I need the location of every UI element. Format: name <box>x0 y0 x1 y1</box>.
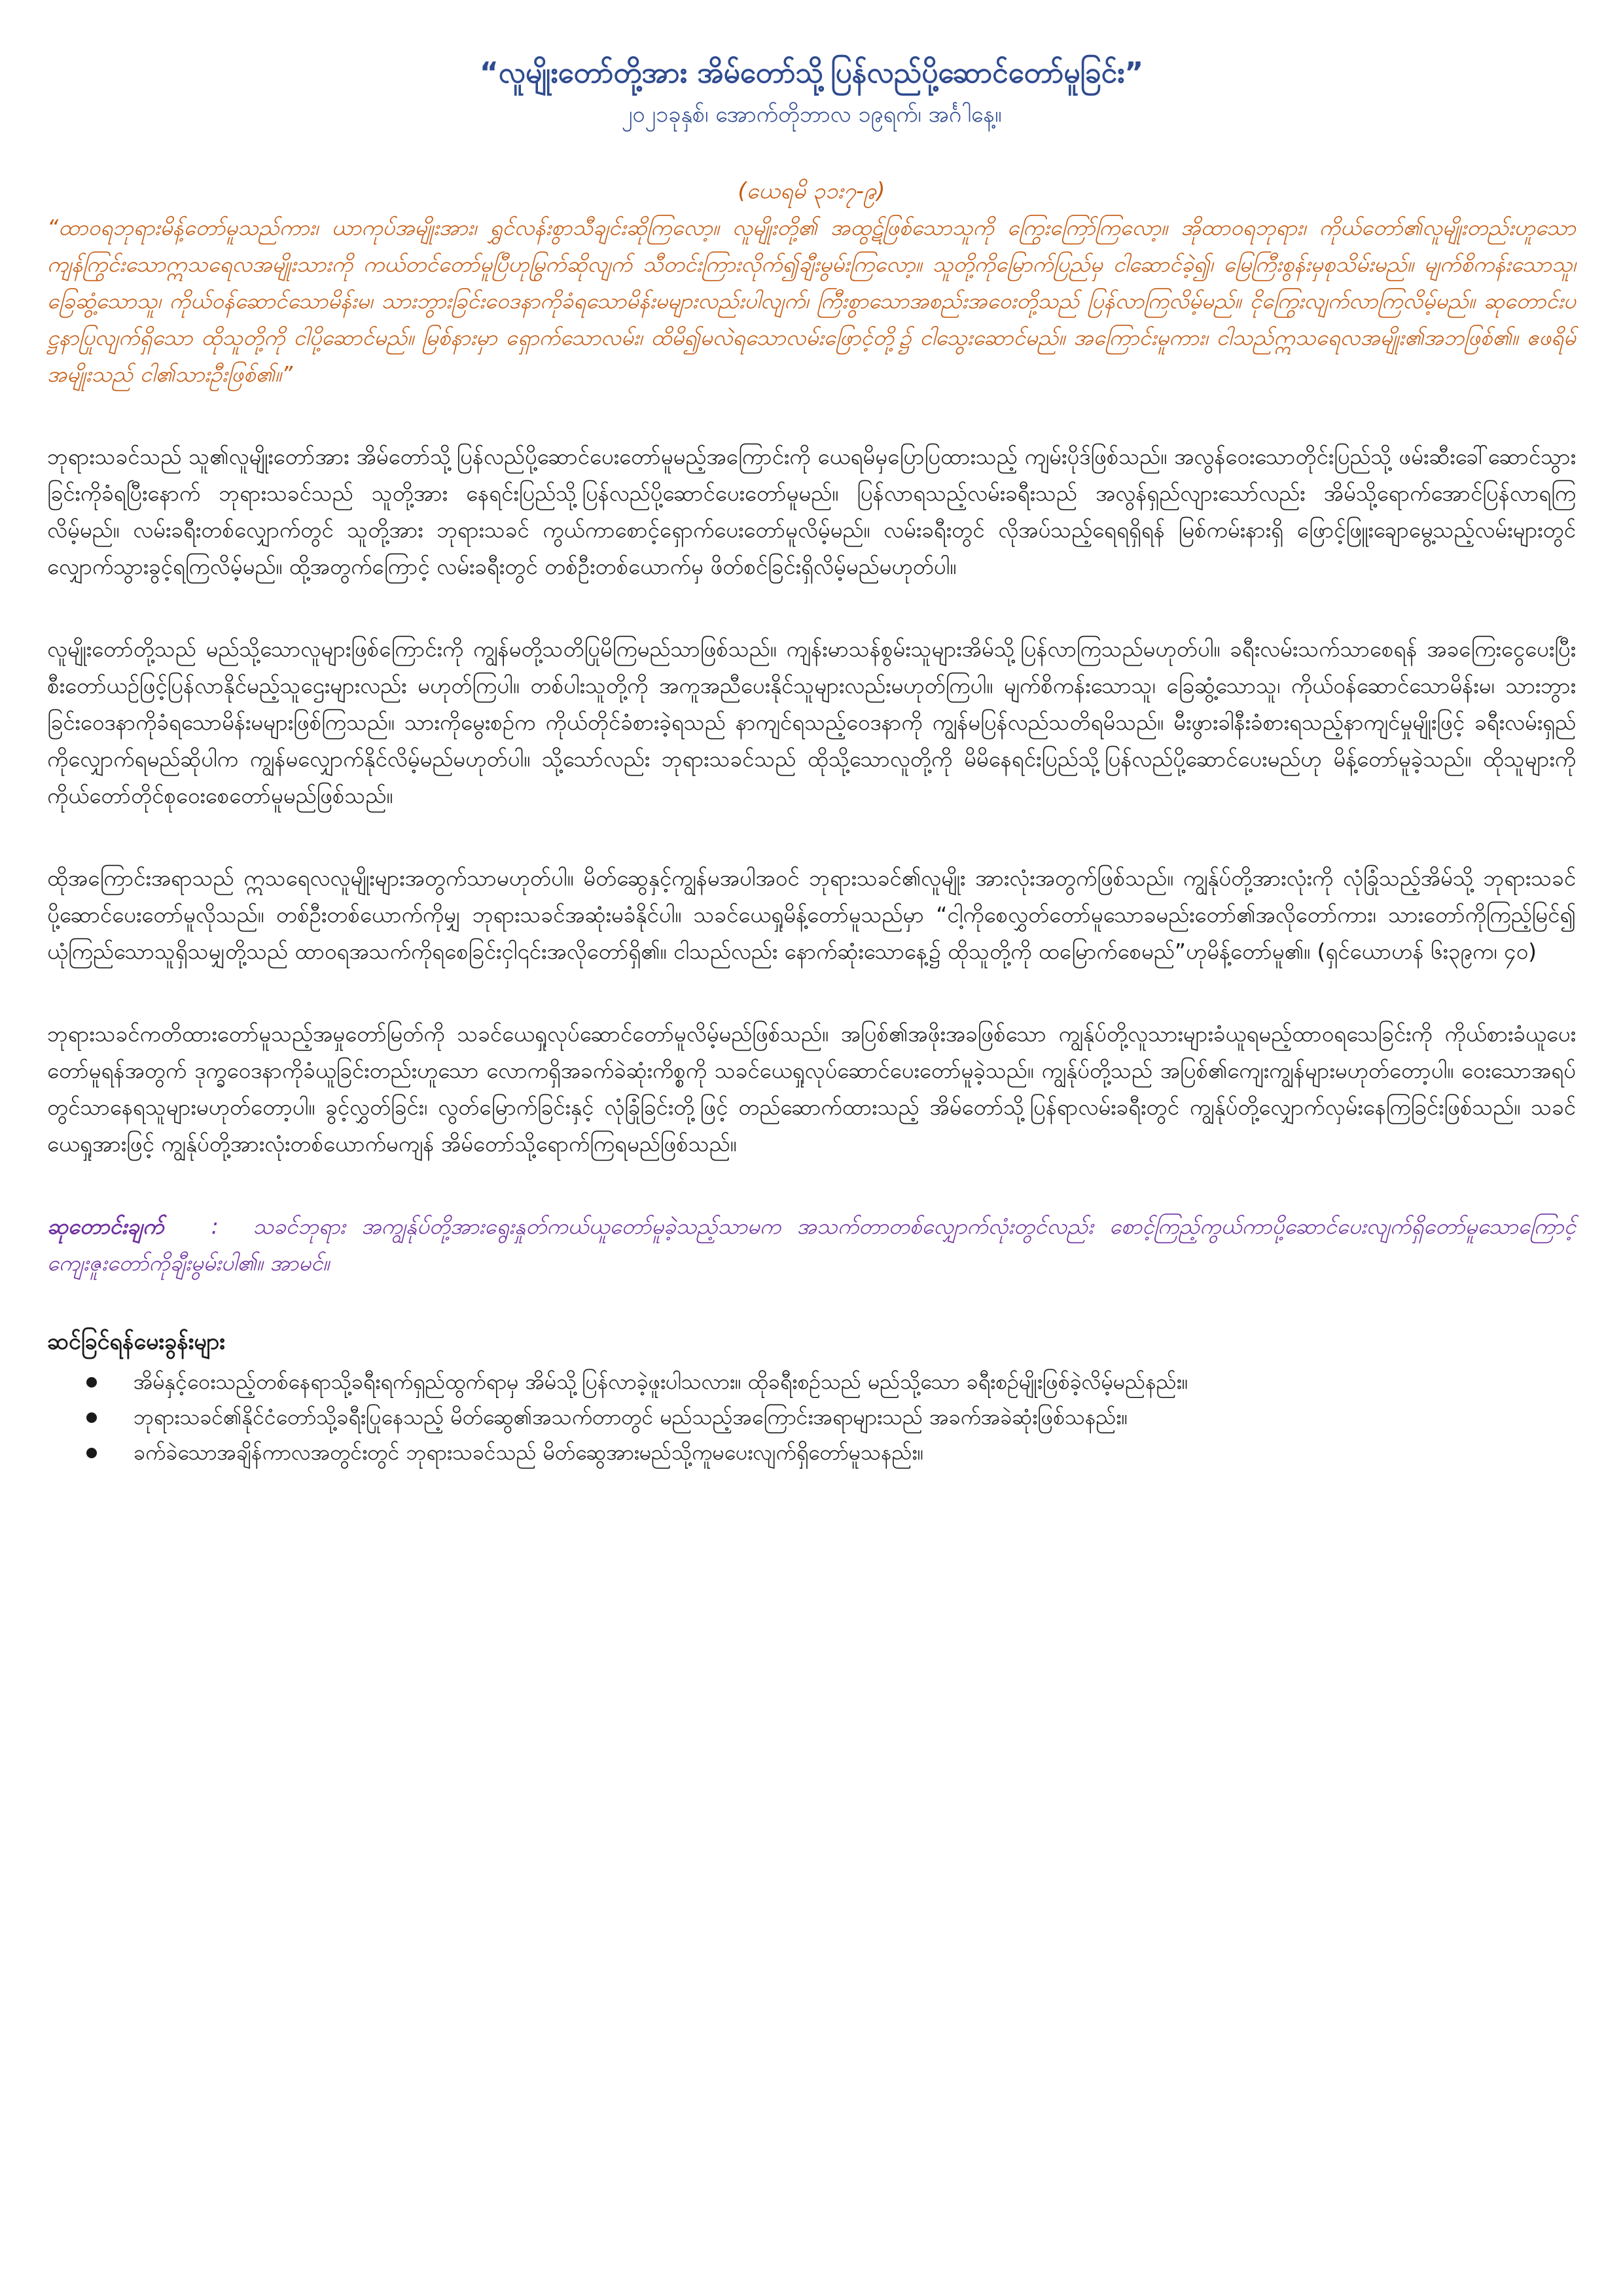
bullet-icon <box>86 1412 97 1423</box>
prayer-separator: : <box>211 1213 219 1239</box>
body-paragraph-4: ဘုရားသခင်ကတိထားတော်မူသည့်အမှုတော်မြတ်ကို သခင်ယေရှုလုပ်ဆောင်တော်မူလိမ့်မည်ဖြစ်သည်။ အပြစ်၏အဖိုးအခဖြစ်သော ကျွန်ုပ်တို့လူသားများခံယူရမည့်ထာဝရသေခြင်းကို ကိုယ်စားခံယူပေးတော်မူရန်အတွက် ဒုက္ခဝေဒနာကိုခံယူခြင်းတည်းဟူသော လောကရှိအခက်ခဲဆုံးကိစ္စကို သခင်ယေရှုလုပ်ဆောင်ပေးတော်မူခဲ့သည်။ ကျွန်ုပ်တို့သည် အပြစ်၏ကျေးကျွန်များမဟုတ်တော့ပါ။ ဝေးသောအရပ်တွင်သာနေရသူများမဟုတ်တော့ပါ။ ခွင့်လွှတ်ခြင်း၊ လွတ်မြောက်ခြင်းနှင့် လုံခြုံခြင်းတို့ဖြင့် တည်ဆောက်ထားသည့် အိမ်တော်သို့ပြန်ရာလမ်းခရီးတွင် ကျွန်ုပ်တို့လျှောက်လှမ်းနေကြခြင်းဖြစ်သည်။ သခင်ယေရှုအားဖြင့် ကျွန်ုပ်တို့အားလုံးတစ်ယောက်မကျန် အိမ်တော်သို့ရောက်ကြရမည်ဖြစ်သည်။ <box>47 1021 1576 1157</box>
bullet-icon <box>86 1377 97 1388</box>
page-date: ၂၀၂၁ခုနှစ်၊ အောက်တိုဘာလ ၁၉ရက်၊ အင်္ဂါနေ့။ <box>621 101 1002 128</box>
question-text: ဘုရားသခင်၏နိုင်ငံတော်သို့ခရီးပြုနေသည့် မိတ်ဆွေ၏အသက်တာတွင် မည်သည့်အကြောင်းအရာများသည် အခက်အခဲဆုံးဖြစ်သနည်း။ <box>134 1405 1128 1429</box>
devotional-page <box>47 52 1576 1470</box>
body-paragraph-1: ဘုရားသခင်သည် သူ၏လူမျိုးတော်အား အိမ်တော်သို့ပြန်လည်ပို့ဆောင်ပေးတော်မူမည့်အကြောင်းကို ယေရမိမှပြောပြထားသည့် ကျမ်းပိုဒ်ဖြစ်သည်။ အလွန်ဝေးသောတိုင်းပြည်သို့ ဖမ်းဆီးခေါ်ဆောင်သွားခြင်းကိုခံရပြီးနောက် ဘုရားသခင်သည် သူတို့အား နေရင်းပြည်သို့ပြန်လည်ပို့ဆောင်ပေးတော်မူမည်။ ပြန်လာရသည့်လမ်းခရီးသည် အလွန်ရှည်လျားသော်လည်း အိမ်သို့ရောက်အောင်ပြန်လာရကြလိမ့်မည်။ လမ်းခရီးတစ်လျှောက်တွင် သူတို့အား ဘုရားသခင် ကွယ်ကာစောင့်ရှောက်ပေးတော်မူလိမ့်မည်။ လမ်းခရီးတွင် လိုအပ်သည့်ရေရရှိရန် မြစ်ကမ်းနားရှိ ဖြောင့်ဖြူးချောမွေ့သည့်လမ်းများတွင် လျှောက်သွားခွင့်ရကြလိမ့်မည်။ ထို့အတွက်ကြောင့် လမ်းခရီးတွင် တစ်ဦးတစ်ယောက်မှ ဖိတ်စင်ခြင်းရှိလိမ့်မည်မဟုတ်ပါ။ <box>47 444 1576 579</box>
questions-list <box>47 1364 1576 1470</box>
question-item <box>47 1399 1576 1435</box>
scripture-reference: (ယေရမိ ၃၁း၇-၉) <box>738 178 885 204</box>
question-item <box>47 1364 1576 1399</box>
page-title: “လူမျိုးတော်တို့အား အိမ်တော်သို့ပြန်လည်ပို့ဆောင်တော်မူခြင်း” <box>479 56 1144 90</box>
scripture-quote: “ထာဝရဘုရားမိန့်တော်မူသည်ကား၊ ယာကုပ်အမျိုးအား၊ ရွှင်လန်းစွာသီချင်းဆိုကြလော့။ လူမျိုးတို့၏ အထွဋ်ဖြစ်သောသူကို ကြွေးကြော်ကြလော့။ အိုထာဝရဘုရား၊ ကိုယ်တော်၏လူမျိုးတည်းဟူသော ကျန်ကြွင်းသောဣသရေလအမျိုးသားကို ကယ်တင်တော်မူပြီဟုမြွက်ဆိုလျက် သီတင်းကြားလိုက်၍ချီးမွမ်းကြလော့။ သူတို့ကိုမြောက်ပြည်မှ ငါဆောင်ခဲ့၍၊ မြေကြီးစွန်းမှစုသိမ်းမည်။ မျက်စိကန်းသောသူ၊ ခြေဆွံ့သောသူ၊ ကိုယ်ဝန်ဆောင်သောမိန်းမ၊ သားဘွားခြင်းဝေဒနာကိုခံရသောမိန်းမများလည်းပါလျက်၊ ကြီးစွာသောအစည်းအဝေးတို့သည် ပြန်လာကြလိမ့်မည်။ ငိုကြွေးလျက်လာကြလိမ့်မည်။ ဆုတောင်းပဋ္ဌနာပြုလျက်ရှိသော ထိုသူတို့ကို ငါပို့ဆောင်မည်။ မြစ်နားမှာ ရှောက်သောလမ်း၊ ထိမိ၍မလဲရသောလမ်းဖြောင့်တို့၌ ငါသွေးဆောင်မည်။ အကြောင်းမူကား၊ ငါသည်ဣသရေလအမျိုး၏အဘဖြစ်၏။ ဧဖရိမ်အမျိုးသည် ငါ၏သားဦးဖြစ်၏။” <box>47 215 1576 387</box>
question-text: ခက်ခဲသောအချိန်ကာလအတွင်းတွင် ဘုရားသခင်သည် မိတ်ဆွေအားမည်သို့ကူမပေးလျက်ရှိတော်မူသနည်း။ <box>134 1440 924 1465</box>
question-text: အိမ်နှင့်ဝေးသည့်တစ်နေရာသို့ခရီးရက်ရှည်ထွက်ရာမှ အိမ်သို့ပြန်လာခဲ့ဖူးပါသလား။ ထိုခရီးစဉ်သည် မည်သို့သော ခရီးစဉ်မျိုးဖြစ်ခဲ့လိမ့်မည်နည်း။ <box>134 1369 1188 1394</box>
question-item <box>47 1435 1576 1470</box>
body-paragraph-3: ထိုအကြောင်းအရာသည် ဣသရေလလူမျိုးများအတွက်သာမဟုတ်ပါ။ မိတ်ဆွေနှင့်ကျွန်မအပါအဝင် ဘုရားသခင်၏လူမျိုး အားလုံးအတွက်ဖြစ်သည်။ ကျွန်ုပ်တို့အားလုံးကို လုံခြုံသည့်အိမ်သို့ ဘုရားသခင်ပို့ဆောင်ပေးတော်မူလိုသည်။ တစ်ဦးတစ်ယောက်ကိုမျှ ဘုရားသခင်အဆုံးမခံနိုင်ပါ။ သခင်ယေရှုမိန့်တော်မူသည်မှာ “ငါ့ကိုစေလွှတ်တော်မူသောခမည်းတော်၏အလိုတော်ကား၊ သားတော်ကိုကြည့်မြင်၍ ယုံကြည်သောသူရှိသမျှတို့သည် ထာဝရအသက်ကိုရစေခြင်းငှါ၎င်းအလိုတော်ရှိ၏။ ငါသည်လည်း နောက်ဆုံးသောနေ့၌ ထိုသူတို့ကို ထမြောက်စေမည်”ဟုမိန့်တော်မူ၏။ (ရှင်ယောဟန် ၆း၃၉က၊ ၄၀) <box>47 865 1576 964</box>
prayer-text: သခင်ဘုရား အကျွန်ုပ်တို့အားရွေးနှုတ်ကယ်ယူတော်မူခဲ့သည့်သာမက အသက်တာတစ်လျှောက်လုံးတွင်လည်း စောင့်ကြည့်ကွယ်ကာပို့ဆောင်ပေးလျက်ရှိတော်မူသောကြောင့် ကျေးဇူးတော်ကိုချီးမွမ်းပါ၏။ အာမင်။ <box>47 1213 1576 1276</box>
prayer-section <box>47 1208 1576 1282</box>
bullet-icon <box>86 1448 97 1458</box>
prayer-label: ဆုတောင်းချက် <box>47 1213 164 1239</box>
body-paragraph-2: လူမျိုးတော်တို့သည် မည်သို့သောလူများဖြစ်ကြောင်းကို ကျွန်မတို့သတိပြုမိကြမည်သာဖြစ်သည်။ ကျန်းမာသန်စွမ်းသူများအိမ်သို့ပြန်လာကြသည်မဟုတ်ပါ။ ခရီးလမ်းသက်သာစေရန် အခကြေးငွေပေးပြီး စီးတော်ယဉ်ဖြင့်ပြန်လာနိုင်မည့်သူဌေးများလည်း မဟုတ်ကြပါ။ တစ်ပါးသူတို့ကို အကူအညီပေးနိုင်သူများလည်းမဟုတ်ကြပါ။ မျက်စိကန်းသောသူ၊ ခြေဆွံ့သောသူ၊ ကိုယ်ဝန်ဆောင်သောမိန်းမ၊ သားဘွားခြင်းဝေဒနာကိုခံရသောမိန်းမများဖြစ်ကြသည်။ သားကိုမွေးစဉ်က ကိုယ်တိုင်ခံစားခဲ့ရသည် နာကျင်ရသည့်ဝေဒနာကို ကျွန်မပြန်လည်သတိရမိသည်။ မီးဖွားခါနီးခံစားရသည့်နာကျင်မှုမျိုးဖြင့် ခရီးလမ်းရှည်ကိုလျှောက်ရမည်ဆိုပါက ကျွန်မလျှောက်နိုင်လိမ့်မည်မဟုတ်ပါ။ သို့သော်လည်း ဘုရားသခင်သည် ထိုသို့သောလူတို့ကို မိမိနေရင်းပြည်သို့ပြန်လည်ပို့ဆောင်ပေးမည်ဟု မိန့်တော်မူခဲ့သည်။ ထိုသူများကို ကိုယ်တော်တိုင်စုဝေးစေတော်မူမည်ဖြစ်သည်။ <box>47 636 1576 808</box>
questions-heading: ဆင်ခြင်ရန်မေးခွန်းများ <box>47 1329 225 1355</box>
